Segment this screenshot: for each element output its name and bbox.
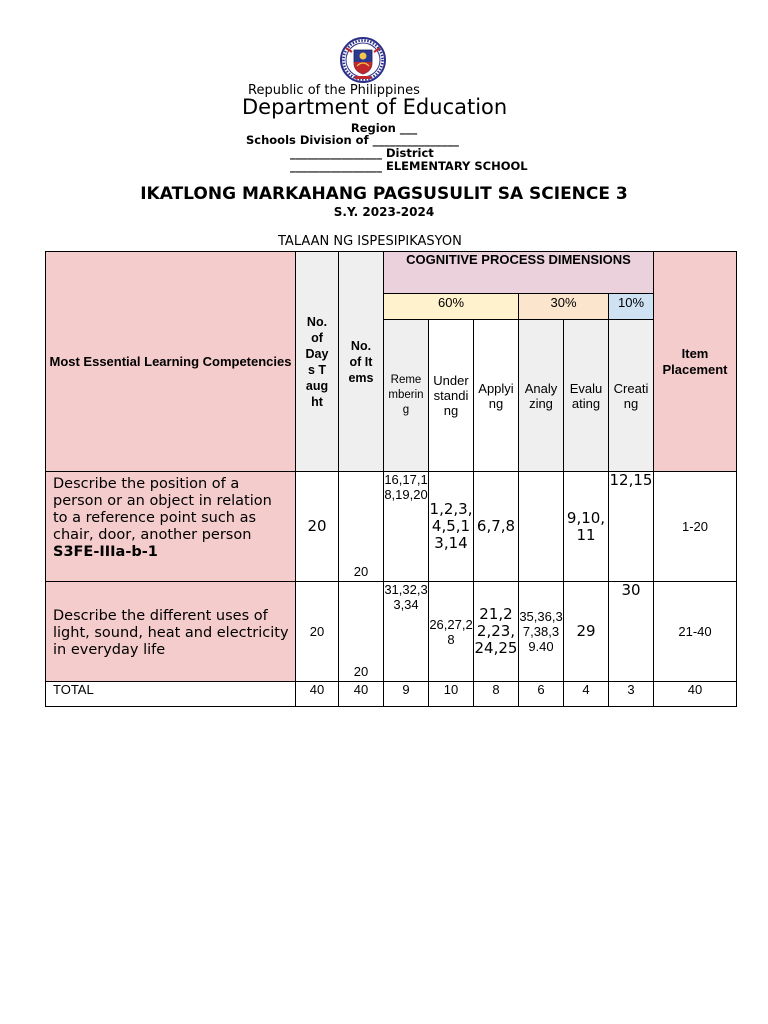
total-analyzing: 6 bbox=[519, 682, 564, 707]
total-items: 40 bbox=[339, 682, 384, 707]
header-analyzing: Analyzing bbox=[519, 320, 564, 472]
region-line: Region ___ bbox=[350, 121, 418, 135]
applying-cell: 21,22,23,24,25 bbox=[474, 582, 519, 682]
days-cell: 20 bbox=[296, 582, 339, 682]
competency-text: Describe the different uses of light, sound, heat and electricity in everyday life bbox=[53, 608, 289, 658]
placement-cell: 21-40 bbox=[654, 582, 737, 682]
header-applying: Applying bbox=[474, 320, 519, 472]
header-pct-30: 30% bbox=[519, 294, 609, 320]
remembering-cell: 31,32,33,34 bbox=[384, 582, 429, 682]
understanding-cell: 26,27,28 bbox=[429, 582, 474, 682]
total-remembering: 9 bbox=[384, 682, 429, 707]
creating-cell: 30 bbox=[609, 582, 654, 682]
header-item-placement: Item Placement bbox=[654, 252, 737, 472]
table-row bbox=[46, 472, 737, 582]
evaluating-cell: 9,10,11 bbox=[564, 472, 609, 582]
header-pct-60: 60% bbox=[384, 294, 519, 320]
total-applying: 8 bbox=[474, 682, 519, 707]
total-evaluating: 4 bbox=[564, 682, 609, 707]
header-row-1 bbox=[46, 252, 737, 294]
items-cell: 20 bbox=[339, 472, 384, 582]
analyzing-cell: 35,36,37,38,39.40 bbox=[519, 582, 564, 682]
specification-table bbox=[45, 251, 737, 707]
header-remembering: Remembering bbox=[384, 320, 429, 472]
exam-title: IKATLONG MARKAHANG PAGSUSULIT SA SCIENCE 3 bbox=[140, 184, 628, 204]
republic-line: Republic of the Philippines bbox=[248, 83, 420, 98]
understanding-cell: 1,2,3,4,5,13,14 bbox=[429, 472, 474, 582]
items-cell: 20 bbox=[339, 582, 384, 682]
days-cell: 20 bbox=[296, 472, 339, 582]
competency-cell bbox=[46, 472, 296, 582]
total-row bbox=[46, 682, 737, 707]
table-title: TALAAN NG ISPESIPIKASYON bbox=[278, 234, 462, 249]
remembering-cell: 16,17,18,19,20 bbox=[384, 472, 429, 582]
total-understanding: 10 bbox=[429, 682, 474, 707]
analyzing-cell bbox=[519, 472, 564, 582]
school-line: ________________ ELEMENTARY SCHOOL bbox=[290, 159, 528, 173]
header-cognitive-dimensions: COGNITIVE PROCESS DIMENSIONS bbox=[384, 252, 654, 294]
header-evaluating: Evaluating bbox=[564, 320, 609, 472]
header-days-taught: No. of Days Taught bbox=[296, 252, 339, 472]
deped-seal-icon bbox=[335, 36, 391, 84]
competency-cell bbox=[46, 582, 296, 682]
applying-cell: 6,7,8 bbox=[474, 472, 519, 582]
department-name: Department of Education bbox=[242, 95, 508, 119]
header-competencies: Most Essential Learning Competencies bbox=[46, 252, 296, 472]
total-placement: 40 bbox=[654, 682, 737, 707]
header-no-of-items: No. of Items bbox=[339, 252, 384, 472]
evaluating-cell: 29 bbox=[564, 582, 609, 682]
competency-code: S3FE-IIIa-b-1 bbox=[53, 544, 158, 560]
placement-cell: 1-20 bbox=[654, 472, 737, 582]
district-line: ________________ District bbox=[290, 146, 434, 160]
header-creating: Creating bbox=[609, 320, 654, 472]
header-pct-10: 10% bbox=[609, 294, 654, 320]
school-year: S.Y. 2023-2024 bbox=[333, 205, 435, 219]
total-label: TOTAL bbox=[46, 682, 296, 707]
creating-cell: 12,15 bbox=[609, 472, 654, 582]
division-line: Schools Division of _______________ bbox=[246, 133, 459, 147]
competency-text: Describe the position of a person or an object in relation to a reference point such as chair, door, another person bbox=[53, 476, 272, 543]
table-row bbox=[46, 582, 737, 682]
total-creating: 3 bbox=[609, 682, 654, 707]
header-understanding: Understanding bbox=[429, 320, 474, 472]
total-days: 40 bbox=[296, 682, 339, 707]
